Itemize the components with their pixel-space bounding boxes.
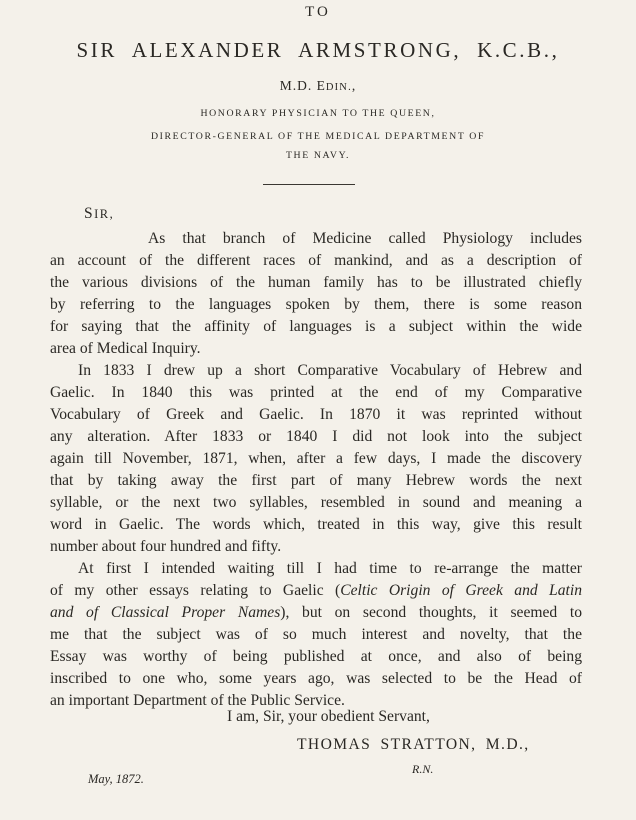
text-line: me that the subject was of so much interest and novelty, that the (50, 626, 582, 643)
divider-rule (263, 184, 355, 185)
text-line: As that branch of Medicine called Physiology includes (148, 230, 582, 247)
signer-name: THOMAS STRATTON, M.D., (297, 736, 530, 753)
signer-rank: R.N. (412, 762, 434, 776)
text-segment: of my other essays relating to Gaelic ( (50, 582, 341, 599)
text-line: word in Gaelic. The words which, treated in this way, give this result (50, 516, 582, 533)
salutation-initial: S (84, 205, 95, 222)
closing: I am, Sir, your obedient Servant, (227, 708, 430, 725)
salutation (84, 205, 114, 223)
text-line: the various divisions of the human family has to be illustrated chiefly (50, 274, 582, 291)
text-line: an important Department of the Public Service. (50, 692, 345, 709)
degree-small-caps: DIN. (325, 82, 352, 93)
dedicatee-degree (0, 78, 636, 94)
text-line: by referring to the languages spoken by them, there is some reason (50, 296, 582, 313)
text-line: syllable, or the next two syllables, resembled in sound and meaning a (50, 494, 582, 511)
text-line: Gaelic. In 1840 this was printed at the end of my Comparative (50, 384, 582, 401)
text-line: area of Medical Inquiry. (50, 340, 201, 357)
letter-date: May, 1872. (88, 772, 144, 786)
text-line: number about four hundred and fifty. (50, 538, 282, 555)
office-line-1: HONORARY PHYSICIAN TO THE QUEEN, (200, 108, 436, 119)
text-line: inscribed to one who, some years ago, was selected to be the Head of (50, 670, 582, 687)
office-line-3: THE NAVY. (285, 150, 351, 161)
text-line (50, 603, 582, 623)
italic-title: and of Classical Proper Names (50, 604, 281, 621)
office-line-2: DIRECTOR-GENERAL OF THE MEDICAL DEPARTMENT OF (150, 131, 486, 142)
salutation-rest: IR, (94, 207, 115, 221)
text-line: again till November, 1871, when, after a few days, I made the discovery (50, 450, 582, 467)
text-line: for saying that the affinity of languages is a subject within the wide (50, 318, 582, 335)
degree-prefix: M.D. E (279, 78, 326, 93)
text-line: that by taking away the first part of many Hebrew words the next (50, 472, 582, 489)
degree-suffix: , (351, 78, 357, 93)
text-line: In 1833 I drew up a short Comparative Vocabulary of Hebrew and (78, 362, 582, 379)
text-line: At first I intended waiting till I had time to re-arrange the matter (78, 560, 582, 577)
dedicatee-name: SIR ALEXANDER ARMSTRONG, K.C.B., (76, 38, 560, 62)
header-to: TO (305, 4, 331, 20)
text-line: an account of the different races of mankind, and as a description of (50, 252, 582, 269)
text-line: Vocabulary of Greek and Gaelic. In 1870 it was reprinted without (50, 406, 582, 423)
text-line (50, 581, 582, 601)
text-segment: ), but on second thoughts, it seemed to (280, 604, 583, 621)
text-line: Essay was worthy of being published at once, and also of being (50, 648, 582, 665)
text-line: any alteration. After 1833 or 1840 I did not look into the subject (50, 428, 582, 445)
italic-title: Celtic Origin of Greek and Latin (340, 582, 582, 599)
